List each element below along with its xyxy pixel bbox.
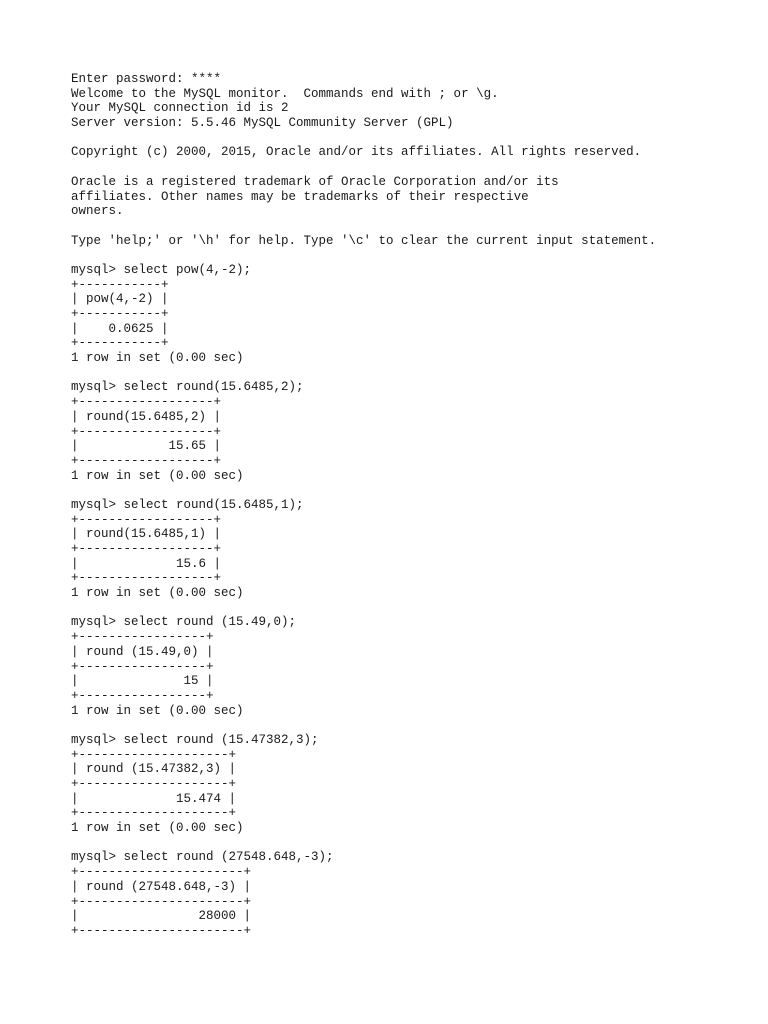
- terminal-line: Type 'help;' or '\h' for help. Type '\c' to clear the current input statement.: [71, 233, 657, 248]
- terminal-line: +-----------------+: [71, 659, 214, 674]
- terminal-line: | round (15.49,0) |: [71, 644, 214, 659]
- terminal-line: +-----------+: [71, 336, 169, 351]
- terminal-line: mysql> select round(15.6485,2);: [71, 380, 304, 395]
- terminal-line: Enter password: ****: [71, 72, 222, 86]
- terminal-line: mysql> select round(15.6485,1);: [71, 497, 304, 512]
- terminal-line: [71, 219, 751, 234]
- terminal-line: Welcome to the MySQL monitor. Commands end with ; or \g.: [71, 86, 499, 101]
- terminal-line: mysql> select round (27548.648,-3);: [71, 850, 334, 865]
- terminal-line: [71, 160, 751, 175]
- terminal-line: +------------------+: [71, 453, 222, 468]
- terminal-line: +------------------+: [71, 542, 222, 556]
- terminal-line: Copyright (c) 2000, 2015, Oracle and/or its affiliates. All rights reserved.: [71, 145, 642, 160]
- terminal-line: | round(15.6485,2) |: [71, 409, 222, 424]
- terminal-line: +-----------+: [71, 277, 169, 292]
- terminal-line: +--------------------+: [71, 806, 237, 821]
- terminal-line: 1 row in set (0.00 sec): [71, 468, 244, 483]
- terminal-line: [71, 483, 751, 498]
- terminal-line: owners.: [71, 204, 124, 219]
- terminal-line: +----------------------+: [71, 894, 252, 909]
- terminal-line: | 15.65 |: [71, 439, 222, 454]
- terminal-line: | round (15.47382,3) |: [71, 762, 237, 777]
- terminal-line: mysql> select pow(4,-2);: [71, 262, 252, 277]
- terminal-output: [71, 72, 751, 939]
- terminal-line: +-----------------+: [71, 630, 214, 645]
- terminal-line: [71, 131, 751, 146]
- terminal-line: | round(15.6485,1) |: [71, 527, 222, 542]
- terminal-line: Server version: 5.5.46 MySQL Community Server (GPL): [71, 116, 454, 131]
- terminal-line: Oracle is a registered trademark of Oracle Corporation and/or its: [71, 174, 559, 189]
- terminal-line: | 15.474 |: [71, 791, 237, 806]
- terminal-line: [71, 366, 751, 381]
- terminal-line: Your MySQL connection id is 2: [71, 101, 289, 116]
- terminal-line: +----------------------+: [71, 865, 252, 880]
- terminal-line: 1 row in set (0.00 sec): [71, 586, 244, 601]
- terminal-line: +-----------------+: [71, 688, 214, 703]
- terminal-line: | 0.0625 |: [71, 321, 169, 336]
- terminal-line: | pow(4,-2) |: [71, 292, 169, 307]
- terminal-line: +------------------+: [71, 571, 222, 586]
- terminal-line: | 28000 |: [71, 909, 252, 924]
- terminal-line: +--------------------+: [71, 777, 237, 791]
- terminal-line: mysql> select round (15.47382,3);: [71, 732, 319, 747]
- terminal-line: +----------------------+: [71, 923, 252, 938]
- terminal-line: +------------------+: [71, 424, 222, 439]
- terminal-line: +--------------------+: [71, 747, 237, 762]
- terminal-line: 1 row in set (0.00 sec): [71, 821, 244, 836]
- terminal-line: affiliates. Other names may be trademarks of their respective: [71, 189, 529, 204]
- terminal-line: 1 row in set (0.00 sec): [71, 351, 244, 366]
- terminal-line: | 15.6 |: [71, 556, 222, 571]
- terminal-line: [71, 718, 751, 733]
- terminal-line: +------------------+: [71, 395, 222, 410]
- terminal-line: [71, 248, 751, 263]
- terminal-line: [71, 836, 751, 851]
- terminal-line: | round (27548.648,-3) |: [71, 879, 252, 894]
- terminal-line: 1 row in set (0.00 sec): [71, 703, 244, 718]
- terminal-line: +------------------+: [71, 512, 222, 527]
- terminal-line: | 15 |: [71, 674, 214, 689]
- terminal-line: [71, 601, 751, 616]
- terminal-line: +-----------+: [71, 307, 169, 321]
- terminal-line: mysql> select round (15.49,0);: [71, 615, 297, 630]
